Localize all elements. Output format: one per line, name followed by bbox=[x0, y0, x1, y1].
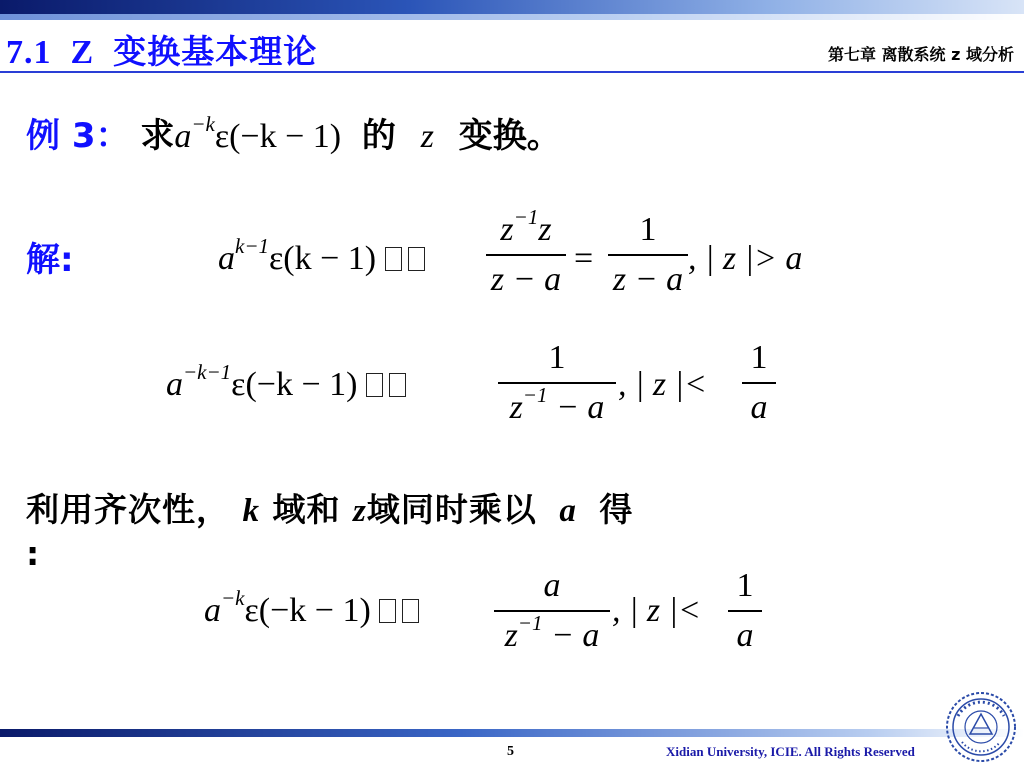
chapter-label: 第七章 离散系统 z 域分析 bbox=[827, 45, 1014, 64]
transform-symbol-box bbox=[379, 599, 396, 623]
explanation-text bbox=[26, 484, 633, 531]
eq1-fraction2 bbox=[608, 210, 688, 300]
eq2-lhs-rest: ε(−k − 1) bbox=[231, 366, 358, 403]
eq2-f-den bbox=[498, 383, 616, 428]
eq3-fraction bbox=[494, 566, 610, 656]
eq2-f-num: 1 bbox=[548, 339, 566, 376]
title-number: 7.1 bbox=[6, 34, 52, 71]
eq3-condition: , | z |< bbox=[612, 592, 701, 629]
eq2-f-den-base: z bbox=[509, 389, 523, 426]
slide-title bbox=[6, 26, 317, 73]
expr-exponent: −k bbox=[191, 112, 215, 136]
eq1-equals: = bbox=[574, 240, 594, 277]
eq2-condition: , | z |< bbox=[618, 366, 707, 403]
transform-symbol-box bbox=[366, 373, 383, 397]
explanation-k: k bbox=[242, 493, 260, 529]
eq3-c-num: 1 bbox=[736, 567, 754, 604]
eq3-lhs-base: a bbox=[204, 592, 221, 629]
eq3-f-den-base: z bbox=[504, 617, 518, 654]
example-suffix: 变换。 bbox=[458, 116, 561, 156]
explanation-part2: 域和 bbox=[272, 490, 341, 529]
eq1-f2-num: 1 bbox=[639, 211, 657, 248]
expr-rest: ε(−k − 1) bbox=[214, 118, 342, 155]
eq3-f-den bbox=[494, 611, 610, 656]
fraction-bar bbox=[742, 382, 776, 384]
example-label: 例 3： bbox=[26, 116, 130, 156]
fraction-bar bbox=[486, 254, 566, 256]
university-seal-icon bbox=[944, 690, 1018, 764]
eq3-f-den-exp: −1 bbox=[517, 611, 543, 635]
fraction-bar bbox=[498, 382, 616, 384]
eq2-fraction bbox=[498, 338, 616, 428]
eq3-lhs-exp: −k bbox=[221, 586, 245, 610]
eq3-cond-fraction bbox=[728, 566, 762, 656]
fraction-bar bbox=[608, 254, 688, 256]
eq2-f-den-exp: −1 bbox=[522, 383, 548, 407]
eq3-f-den-tail: − a bbox=[542, 617, 600, 654]
eq2-c-den: a bbox=[750, 389, 768, 426]
transform-symbol-box bbox=[408, 247, 425, 271]
eq3-lhs bbox=[204, 586, 425, 630]
eq1-f1-num-exp: −1 bbox=[513, 205, 539, 229]
eq1-f1-num-base: z bbox=[500, 211, 514, 248]
example-line bbox=[26, 108, 561, 157]
eq3-f-num: a bbox=[543, 567, 561, 604]
title-divider bbox=[0, 71, 1024, 73]
transform-symbol-box bbox=[389, 373, 406, 397]
footer-band bbox=[0, 729, 1024, 737]
eq1-f1-num-tail: z bbox=[538, 211, 552, 248]
fraction-bar bbox=[728, 610, 762, 612]
title-text: 变换基本理论 bbox=[113, 32, 318, 71]
eq2-lhs bbox=[166, 360, 412, 404]
explanation-z: z bbox=[353, 493, 367, 529]
eq2-c-num: 1 bbox=[750, 339, 768, 376]
eq2-lhs-exp: −k−1 bbox=[183, 360, 232, 384]
solution-label: 解: bbox=[26, 240, 74, 280]
explanation-part4: 得 bbox=[599, 490, 634, 529]
explanation-part1: 利用齐次性， bbox=[26, 490, 230, 529]
eq1-fraction1 bbox=[486, 205, 566, 300]
eq1-lhs-rest: ε(k − 1) bbox=[269, 240, 377, 277]
footer-rights: Xidian University, ICIE. All Rights Reserved bbox=[666, 744, 915, 759]
transform-symbol-box bbox=[385, 247, 402, 271]
eq1-f2-den: z − a bbox=[612, 261, 684, 298]
explanation-part3: 域同时乘以 bbox=[366, 490, 537, 529]
transform-symbol-box bbox=[402, 599, 419, 623]
example-mid: 的 bbox=[361, 116, 396, 156]
top-banner bbox=[0, 0, 1024, 14]
example-var: z bbox=[420, 118, 434, 155]
explanation-colon: : bbox=[26, 534, 40, 573]
eq1-f1-num bbox=[486, 205, 566, 250]
eq2-cond-fraction bbox=[742, 338, 776, 428]
example-prefix: 求 bbox=[140, 116, 175, 156]
expr-base: a bbox=[174, 118, 192, 155]
top-banner-fade bbox=[0, 14, 1024, 20]
eq1-condition: , | z |> a bbox=[688, 240, 803, 277]
eq1-f1-den: z − a bbox=[490, 261, 562, 298]
eq3-lhs-rest: ε(−k − 1) bbox=[244, 592, 371, 629]
fraction-bar bbox=[494, 610, 610, 612]
page-number: 5 bbox=[507, 744, 514, 759]
eq2-f-den-tail: − a bbox=[547, 389, 605, 426]
explanation-a: a bbox=[559, 493, 577, 529]
eq1-lhs-exp: k−1 bbox=[235, 234, 269, 258]
title-letter: Z bbox=[70, 34, 95, 71]
eq1-lhs bbox=[218, 234, 431, 278]
eq1-lhs-base: a bbox=[218, 240, 235, 277]
eq3-c-den: a bbox=[736, 617, 754, 654]
eq2-lhs-base: a bbox=[166, 366, 183, 403]
